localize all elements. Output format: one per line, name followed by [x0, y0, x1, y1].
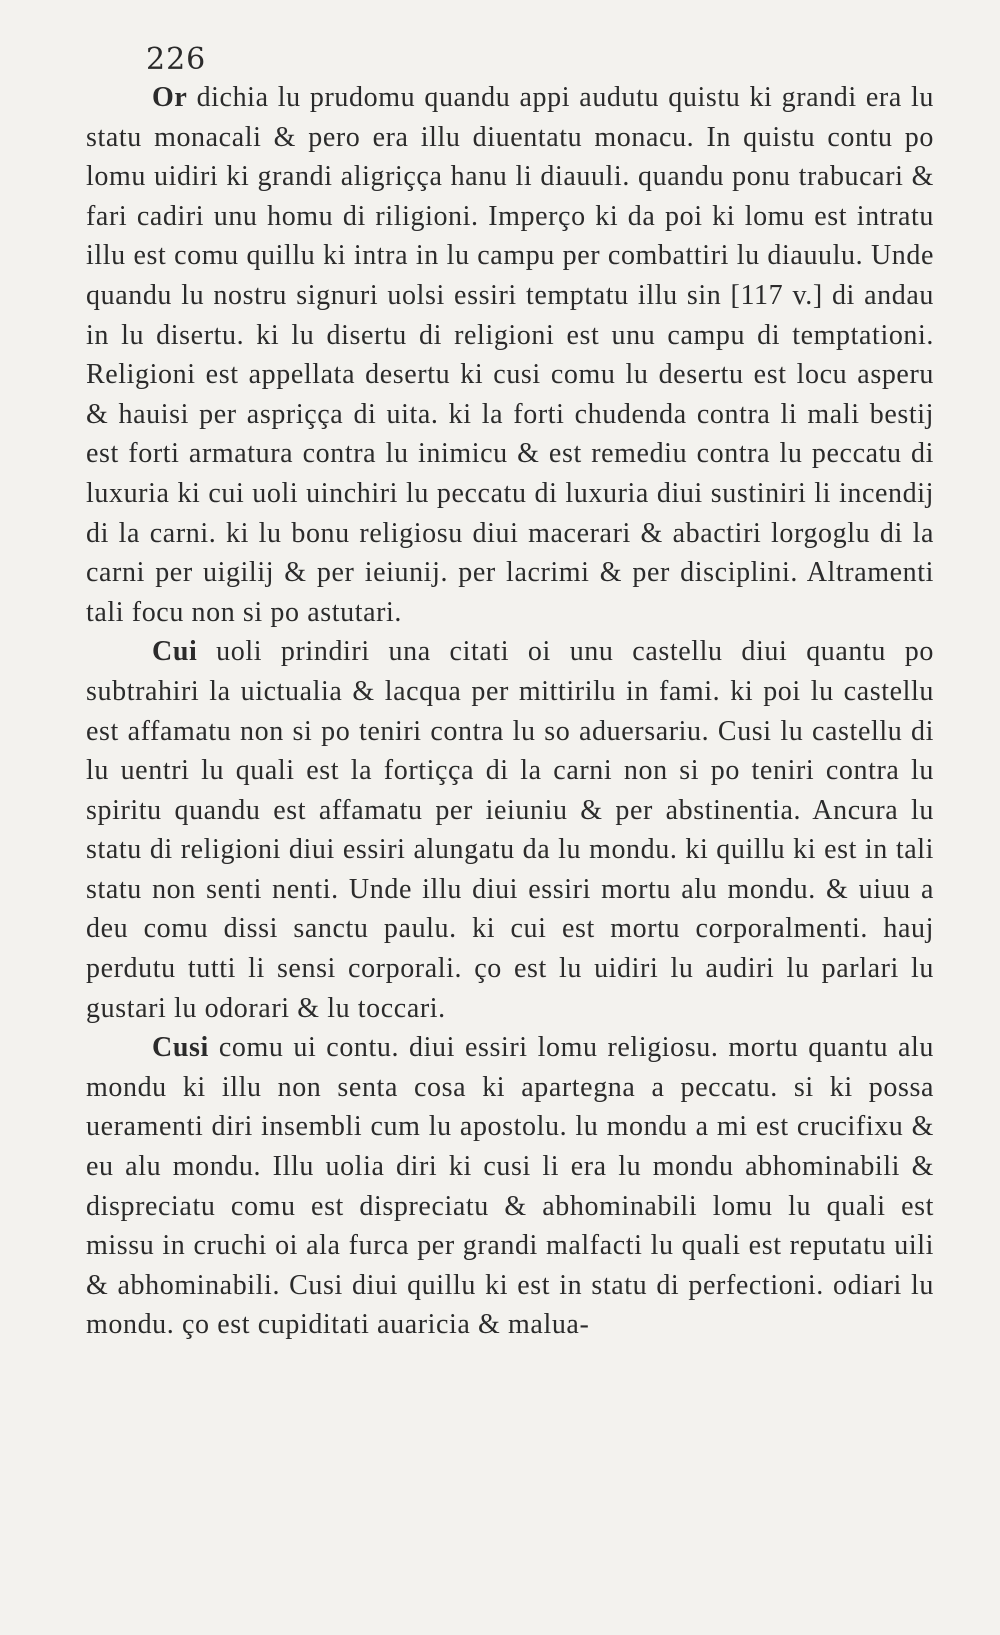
paragraph-1-body: dichia lu prudomu quandu appi audutu quistu ki grandi era lu statu monacali & pero era illu diuentatu monacu. In quistu contu po lomu uidiri ki grandi aligriçça hanu li diauuli. quandu ponu trabucari & fari cadiri unu homu di riligioni. Imperço ki da poi ki lomu est intratu illu est comu quillu ki intra in lu campu per combattiri lu diauulu. Unde quandu lu nostru signuri uolsi essiri temptatu illu sin [117 v.] di andau in lu disertu. ki lu disertu di religioni est unu campu di temptationi. Religioni est appellata desertu ki cusi comu lu desertu est locu asperu & hauisi per aspriçça di uita. ki la forti chudenda contra li mali bestij est forti armatura contra lu inimicu & est remediu contra lu peccatu di luxuria ki cui uoli uinchiri lu peccatu di luxuria diui sustiniri li incendij di la carni. ki lu bonu religiosu diui macerari & abactiri lorgoglu di la carni per uigilij & per ieiunij. per lacrimi & per disciplini. Altramenti tali focu non si po astutari.: [86, 82, 934, 628]
paragraph-1: [86, 78, 934, 632]
paragraph-3-lead: Cusi: [152, 1032, 209, 1064]
page-number: 226: [146, 42, 207, 77]
paragraph-2-lead: Cui: [152, 636, 198, 668]
page-text: [86, 78, 934, 1345]
paragraph-3: [86, 1028, 934, 1345]
paragraph-1-lead: Or: [152, 82, 188, 113]
paragraph-2: [86, 632, 934, 1028]
paragraph-3-body: comu ui contu. diui essiri lomu religiosu. mortu quantu alu mondu ki illu non senta cosa ki apartegna a peccatu. si ki possa ueramenti diri insembli cum lu apostolu. lu mondu a mi est crucifixu & eu alu mondu. Illu uolia diri ki cusi li era lu mondu abhominabili & dispreciatu comu est dispreciatu & abhominabili lomu lu quali est missu in cruchi oi ala furca per grandi malfacti lu quali est reputatu uili & abhominabili. Cusi diui quillu ki est in statu di perfectioni. odiari lu mondu. ço est cupiditati auaricia & malua-: [86, 1032, 934, 1341]
paragraph-2-body: uoli prindiri una citati oi unu castellu diui quantu po subtrahiri la uictualia & lacqua per mittirilu in fami. ki poi lu castellu est affamatu non si po teniri contra lu so aduersariu. Cusi lu castellu di lu uentri lu quali est la fortiçça di la carni non si po teniri contra lu spiritu quandu est affamatu per ieiuniu & per abstinentia. Ancura lu statu di religioni diui essiri alungatu da lu mondu. ki quillu ki est in tali statu non senti nenti. Unde illu diui essiri mortu alu mondu. & uiuu a deu comu dissi sanctu paulu. ki cui est mortu corporalmenti. hauj perdutu tutti li sensi corporali. ço est lu uidiri lu audiri lu parlari lu gustari lu odorari & lu toccari.: [86, 636, 934, 1024]
